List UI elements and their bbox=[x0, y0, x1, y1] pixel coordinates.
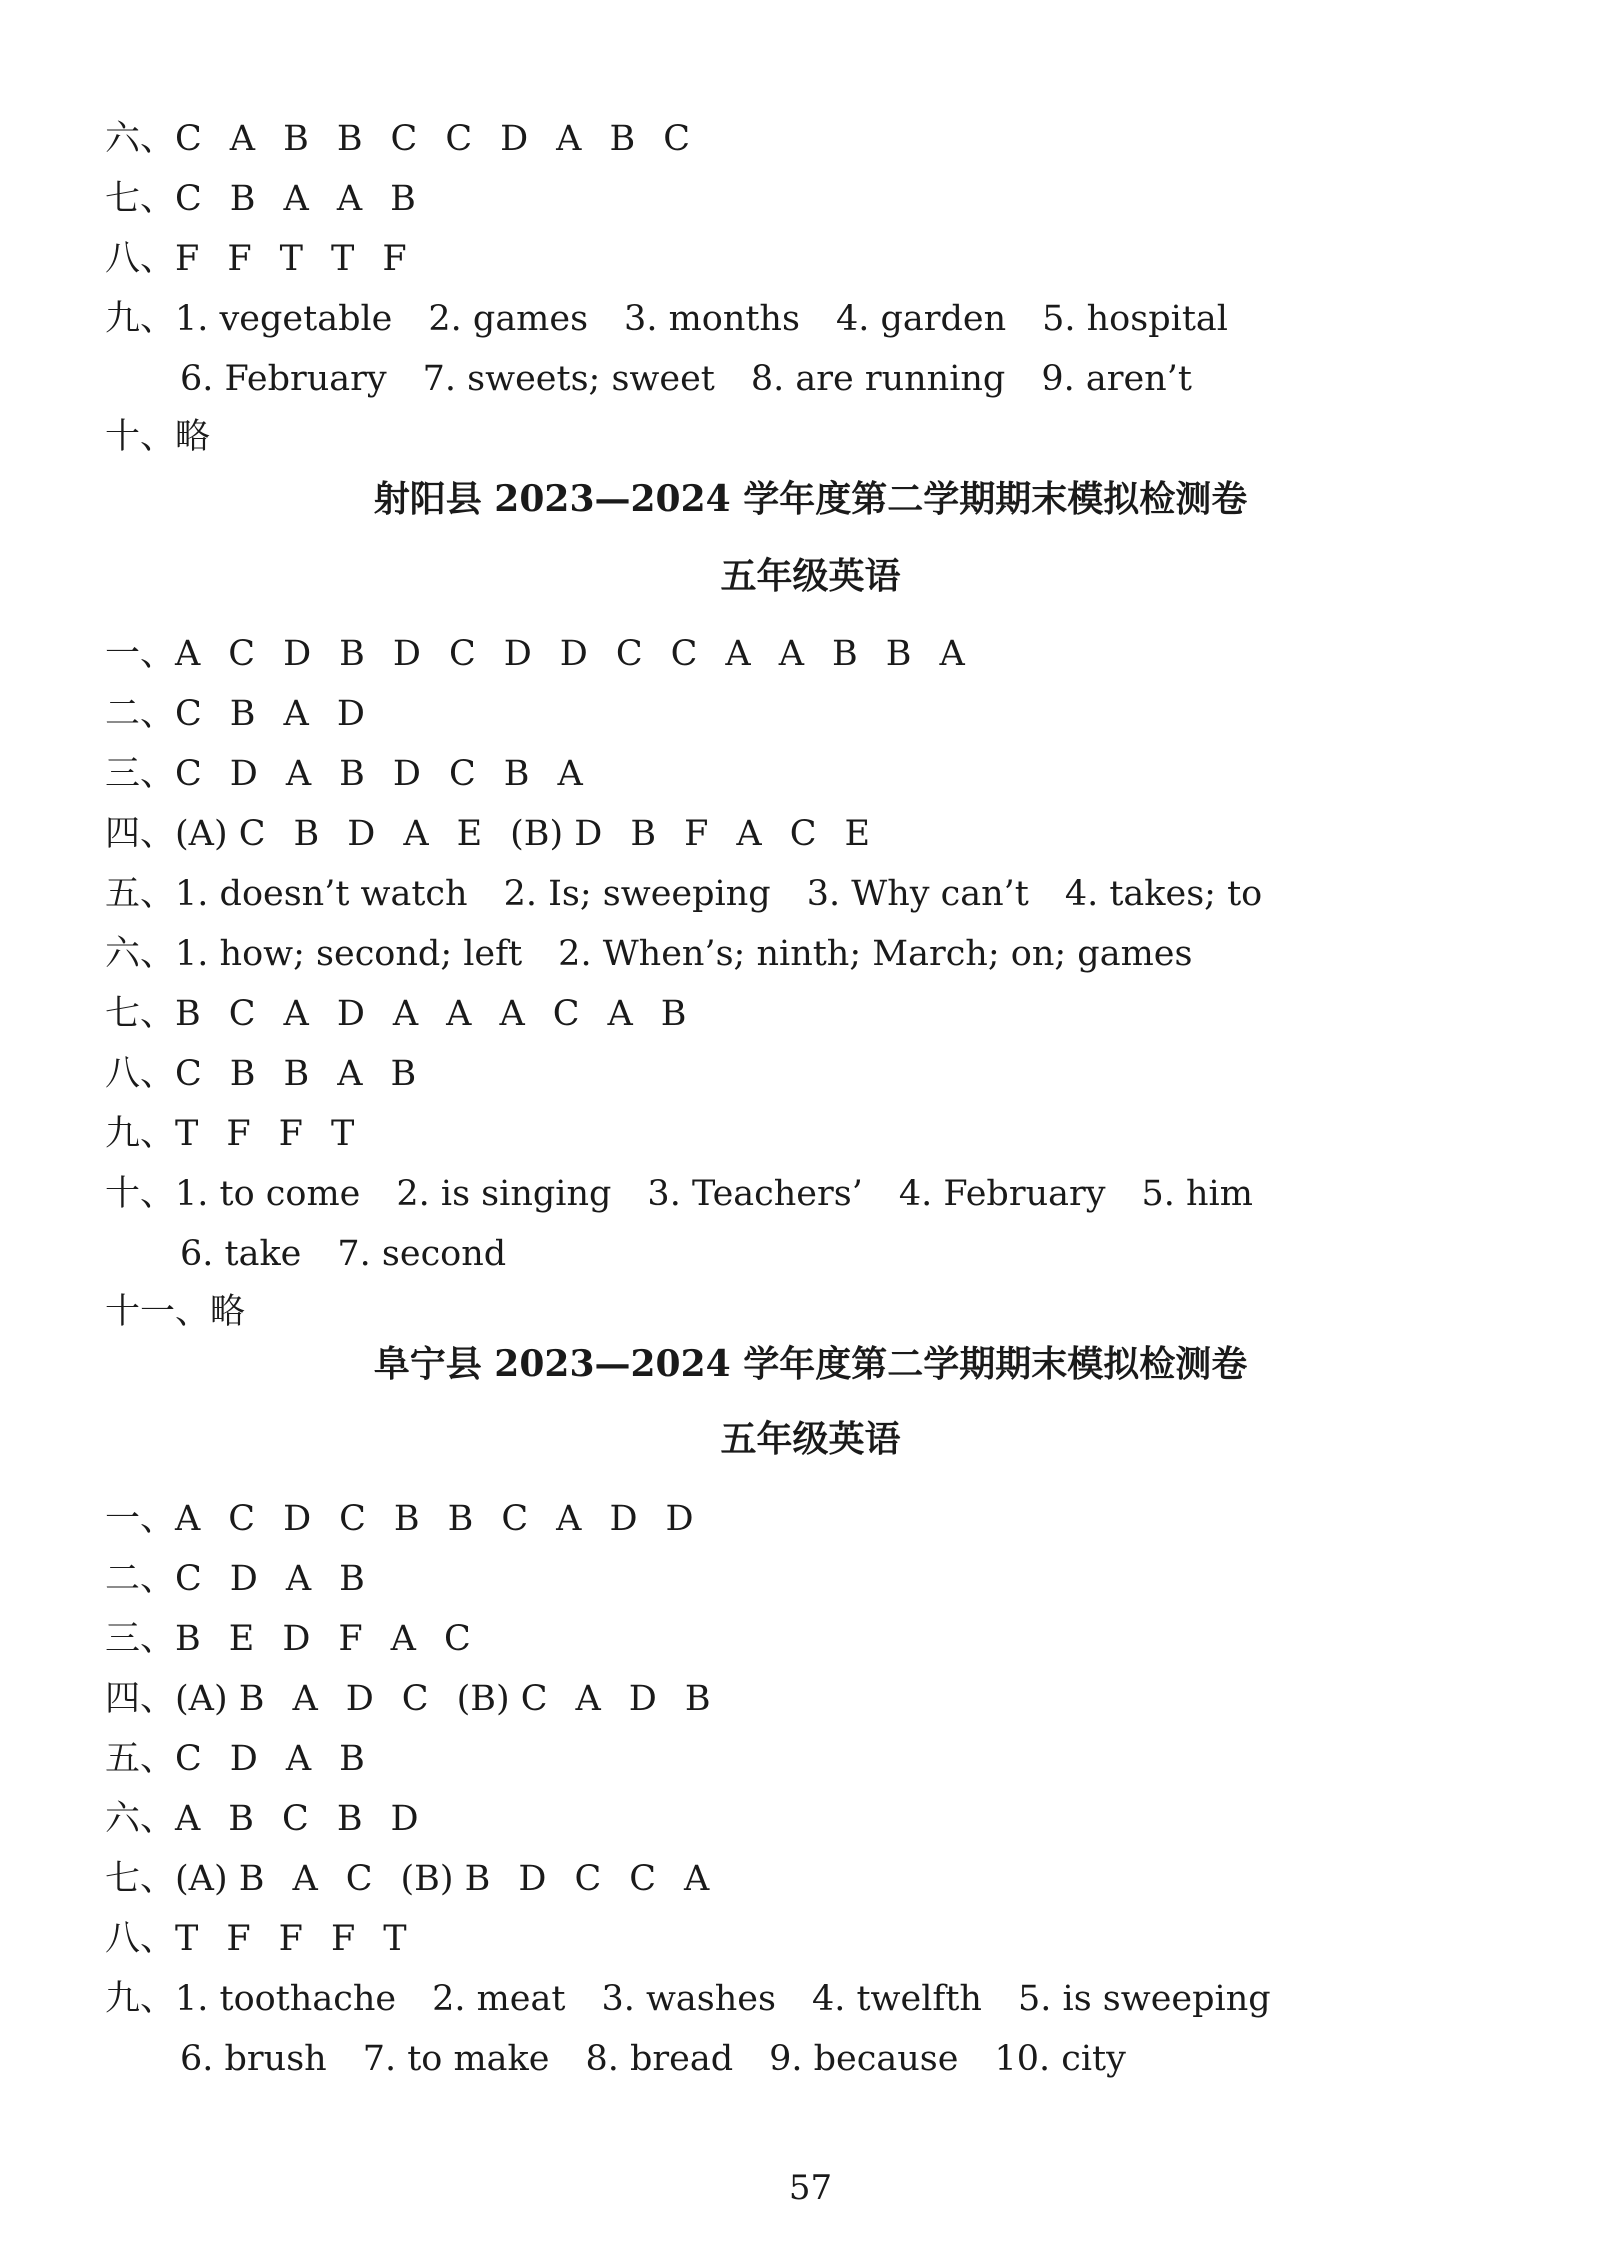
answer-item: F bbox=[684, 814, 709, 854]
answer-item: 2. When’s; ninth; March; on; games bbox=[558, 934, 1193, 974]
answer-item: F bbox=[382, 239, 407, 279]
answer-item: (B) C bbox=[456, 1679, 548, 1719]
answer-item: 8. bread bbox=[585, 2039, 734, 2079]
answer-item: D bbox=[229, 1559, 258, 1599]
answer-item: D bbox=[283, 634, 312, 674]
question-number: 十一、 bbox=[105, 1292, 211, 1332]
question-number: 二、 bbox=[105, 694, 176, 734]
question-number: 九、 bbox=[105, 1114, 176, 1154]
answer-item: D bbox=[609, 1499, 638, 1539]
answer-item: C bbox=[390, 119, 418, 159]
question-number: 八、 bbox=[105, 239, 176, 279]
answer-item: A bbox=[499, 994, 525, 1034]
answer-item: F bbox=[278, 1114, 303, 1154]
question-number: 七、 bbox=[105, 994, 176, 1034]
answer-item: 1. doesn’t watch bbox=[175, 874, 468, 914]
answer-item: A bbox=[725, 634, 751, 674]
answer-item: D bbox=[282, 1619, 311, 1659]
answer-item: 3. Teachers’ bbox=[647, 1174, 863, 1214]
answer-item: A bbox=[778, 634, 804, 674]
answer-item: B bbox=[229, 1054, 256, 1094]
question-number: 三、 bbox=[105, 1619, 176, 1659]
answer-item: C bbox=[339, 1499, 366, 1539]
answer-item: D bbox=[559, 634, 588, 674]
answer-item: (A) C bbox=[175, 814, 266, 854]
answer-item: 2. meat bbox=[432, 1979, 566, 2019]
answer-item: A bbox=[283, 694, 309, 734]
answer-item: 3. washes bbox=[601, 1979, 776, 2019]
answer-item: (B) D bbox=[510, 814, 603, 854]
answer-item: A bbox=[939, 634, 965, 674]
answer-item: T bbox=[330, 1114, 355, 1154]
answer-item: A bbox=[403, 814, 429, 854]
answer-item: B bbox=[609, 119, 636, 159]
answer-line bbox=[105, 235, 435, 283]
answer-item: B bbox=[229, 179, 256, 219]
answer-item: 略 bbox=[175, 417, 211, 457]
answer-item: D bbox=[229, 1739, 258, 1779]
answer-item: A bbox=[557, 754, 583, 794]
question-number: 五、 bbox=[105, 1739, 176, 1779]
answer-item: A bbox=[575, 1679, 601, 1719]
answer-item: D bbox=[392, 754, 421, 794]
answer-line bbox=[105, 870, 1298, 918]
answer-line bbox=[105, 1555, 393, 1603]
answer-item: C bbox=[663, 119, 690, 159]
answer-item: B bbox=[339, 754, 365, 794]
answer-line bbox=[105, 1795, 447, 1843]
answer-item: C bbox=[345, 1859, 373, 1899]
answer-item: B bbox=[175, 1619, 201, 1659]
answer-line bbox=[105, 630, 993, 678]
page-number: 57 bbox=[788, 2168, 833, 2208]
answer-item: 4. twelfth bbox=[811, 1979, 982, 2019]
answer-line bbox=[180, 2035, 1162, 2083]
answer-item: B bbox=[283, 1054, 310, 1094]
answer-line bbox=[105, 1288, 273, 1336]
answer-item: C bbox=[615, 634, 643, 674]
answer-item: 7. sweets; sweet bbox=[422, 359, 715, 399]
answer-item: B bbox=[336, 119, 363, 159]
answer-item: A bbox=[175, 1499, 201, 1539]
question-number: 五、 bbox=[105, 874, 176, 914]
answer-item: E bbox=[456, 814, 483, 854]
answer-item: D bbox=[390, 1799, 419, 1839]
answer-item: F bbox=[338, 1619, 363, 1659]
answer-item: D bbox=[500, 119, 529, 159]
answer-item: C bbox=[789, 814, 817, 854]
answer-line bbox=[105, 810, 898, 858]
answer-item: A bbox=[607, 994, 633, 1034]
answer-item: 9. because bbox=[769, 2039, 959, 2079]
question-number: 七、 bbox=[105, 179, 176, 219]
answer-item: F bbox=[227, 239, 252, 279]
question-number: 六、 bbox=[105, 934, 176, 974]
section-title: 阜宁县 2023—2024 学年度第二学期期末模拟检测卷 bbox=[373, 1343, 1248, 1385]
answer-item: 6. take bbox=[180, 1234, 302, 1274]
answer-line bbox=[105, 1495, 722, 1543]
answer-item: B bbox=[339, 1739, 365, 1779]
answer-line bbox=[105, 750, 611, 798]
answer-item: 4. February bbox=[898, 1174, 1106, 1214]
answer-item: C bbox=[401, 1679, 429, 1719]
question-number: 四、 bbox=[105, 1679, 176, 1719]
answer-item: T bbox=[383, 1919, 407, 1959]
answer-item: A bbox=[283, 179, 309, 219]
answer-item: C bbox=[175, 1739, 202, 1779]
answer-line bbox=[105, 413, 238, 461]
answer-line bbox=[105, 1675, 739, 1723]
answer-item: B bbox=[339, 634, 365, 674]
answer-item: 4. takes; to bbox=[1064, 874, 1263, 914]
answer-item: E bbox=[844, 814, 871, 854]
answer-line bbox=[105, 1110, 382, 1158]
answer-line bbox=[105, 115, 718, 163]
answer-item: D bbox=[665, 1499, 694, 1539]
answer-item: T bbox=[330, 239, 355, 279]
answer-item: A bbox=[736, 814, 762, 854]
answer-item: B bbox=[630, 814, 657, 854]
answer-item: 5. hospital bbox=[1042, 299, 1228, 339]
answer-item: 10. city bbox=[994, 2039, 1126, 2079]
answer-item: C bbox=[228, 1499, 256, 1539]
answer-item: B bbox=[336, 1799, 363, 1839]
answer-item: C bbox=[175, 1559, 202, 1599]
answer-line bbox=[105, 295, 1264, 343]
answer-item: B bbox=[175, 994, 201, 1034]
answer-item: A bbox=[175, 634, 201, 674]
answer-line bbox=[105, 1615, 499, 1663]
question-number: 三、 bbox=[105, 754, 176, 794]
answer-item: A bbox=[175, 1799, 201, 1839]
question-number: 四、 bbox=[105, 814, 176, 854]
answer-item: 3. months bbox=[624, 299, 800, 339]
answer-line bbox=[105, 175, 444, 223]
answer-item: C bbox=[175, 694, 202, 734]
answer-item: C bbox=[670, 634, 698, 674]
answer-item: F bbox=[175, 239, 200, 279]
answer-item: 2. games bbox=[428, 299, 589, 339]
answer-item: 1. to come bbox=[175, 1174, 361, 1214]
answer-item: C bbox=[175, 754, 202, 794]
answer-item: C bbox=[175, 119, 202, 159]
answer-item: C bbox=[445, 119, 473, 159]
answer-item: T bbox=[279, 239, 303, 279]
answer-item: 1. vegetable bbox=[175, 299, 393, 339]
answer-item: 7. second bbox=[337, 1234, 507, 1274]
answer-item: C bbox=[629, 1859, 657, 1899]
answer-item: B bbox=[393, 1499, 420, 1539]
answer-item: 2. Is; sweeping bbox=[503, 874, 771, 914]
question-number: 六、 bbox=[105, 119, 176, 159]
answer-item: T bbox=[175, 1114, 199, 1154]
question-number: 九、 bbox=[105, 299, 176, 339]
answer-line bbox=[105, 1975, 1307, 2023]
answer-line bbox=[180, 1230, 542, 1278]
answer-item: E bbox=[228, 1619, 255, 1659]
answer-item: B bbox=[885, 634, 912, 674]
answer-line bbox=[105, 1915, 435, 1963]
answer-item: B bbox=[660, 994, 687, 1034]
answer-item: B bbox=[684, 1679, 711, 1719]
answer-line bbox=[105, 990, 715, 1038]
answer-line bbox=[105, 690, 393, 738]
answer-item: D bbox=[518, 1859, 547, 1899]
answer-item: 3. Why can’t bbox=[806, 874, 1029, 914]
answer-item: B bbox=[293, 814, 320, 854]
answer-item: C bbox=[175, 179, 202, 219]
answer-item: A bbox=[285, 1559, 312, 1599]
answer-item: C bbox=[448, 754, 476, 794]
answer-item: F bbox=[278, 1919, 303, 1959]
answer-line bbox=[105, 1050, 444, 1098]
answer-item: D bbox=[229, 754, 258, 794]
answer-item: (B) B bbox=[400, 1859, 491, 1899]
answer-item: F bbox=[226, 1114, 251, 1154]
answer-item: F bbox=[330, 1919, 356, 1959]
section-title: 射阳县 2023—2024 学年度第二学期期末模拟检测卷 bbox=[373, 478, 1248, 520]
answer-item: C bbox=[443, 1619, 471, 1659]
answer-item: B bbox=[831, 634, 858, 674]
question-number: 七、 bbox=[105, 1859, 176, 1899]
answer-item: (A) B bbox=[175, 1859, 265, 1899]
answer-item: 略 bbox=[210, 1292, 246, 1332]
answer-item: D bbox=[336, 694, 365, 734]
answer-item: D bbox=[628, 1679, 657, 1719]
answer-item: 1. toothache bbox=[175, 1979, 397, 2019]
answer-item: A bbox=[336, 179, 363, 219]
answer-item: A bbox=[292, 1679, 318, 1719]
answer-item: 7. to make bbox=[362, 2039, 550, 2079]
question-number: 二、 bbox=[105, 1559, 176, 1599]
answer-item: D bbox=[347, 814, 376, 854]
answer-line bbox=[105, 1170, 1289, 1218]
section-subtitle: 五年级英语 bbox=[720, 555, 901, 597]
question-number: 一、 bbox=[105, 634, 176, 674]
answer-item: 6. brush bbox=[180, 2039, 327, 2079]
question-number: 八、 bbox=[105, 1054, 176, 1094]
answer-item: C bbox=[448, 634, 476, 674]
answer-item: C bbox=[282, 1799, 309, 1839]
answer-item: C bbox=[228, 634, 256, 674]
answer-item: C bbox=[175, 1054, 202, 1094]
answer-item: 4. garden bbox=[835, 299, 1007, 339]
answer-item: 2. is singing bbox=[396, 1174, 612, 1214]
answer-line bbox=[105, 1735, 393, 1783]
answer-item: C bbox=[228, 994, 256, 1034]
answer-item: A bbox=[337, 1054, 363, 1094]
question-number: 六、 bbox=[105, 1799, 176, 1839]
answer-item: A bbox=[446, 994, 472, 1034]
answer-item: 8. are running bbox=[750, 359, 1006, 399]
answer-item: B bbox=[228, 1799, 255, 1839]
answer-item: C bbox=[574, 1859, 602, 1899]
answer-item: B bbox=[283, 119, 309, 159]
answer-item: C bbox=[552, 994, 580, 1034]
answer-item: T bbox=[175, 1919, 199, 1959]
answer-item: C bbox=[501, 1499, 529, 1539]
answer-item: A bbox=[229, 119, 256, 159]
answer-item: 1. how; second; left bbox=[175, 934, 523, 974]
answer-item: D bbox=[345, 1679, 374, 1719]
answer-item: A bbox=[556, 119, 582, 159]
answer-item: 5. is sweeping bbox=[1017, 1979, 1271, 2019]
answer-item: A bbox=[285, 754, 312, 794]
answer-line bbox=[105, 930, 1228, 978]
question-number: 十、 bbox=[105, 1174, 176, 1214]
answer-item: A bbox=[392, 994, 419, 1034]
answer-line bbox=[180, 355, 1228, 403]
answer-item: A bbox=[556, 1499, 582, 1539]
answer-item: (A) B bbox=[175, 1679, 265, 1719]
answer-item: A bbox=[292, 1859, 318, 1899]
answer-line bbox=[105, 1855, 737, 1903]
answer-item: B bbox=[390, 1054, 417, 1094]
section-subtitle: 五年级英语 bbox=[720, 1418, 901, 1460]
answer-item: A bbox=[390, 1619, 416, 1659]
answer-item: D bbox=[336, 994, 365, 1034]
answer-item: B bbox=[339, 1559, 365, 1599]
answer-item: A bbox=[283, 994, 309, 1034]
answer-item: B bbox=[229, 694, 256, 734]
answer-item: D bbox=[503, 634, 532, 674]
answer-item: A bbox=[684, 1859, 710, 1899]
answer-item: F bbox=[226, 1919, 251, 1959]
question-number: 十、 bbox=[105, 417, 176, 457]
answer-item: B bbox=[390, 179, 416, 219]
answer-item: D bbox=[283, 1499, 312, 1539]
question-number: 八、 bbox=[105, 1919, 176, 1959]
answer-item: 9. aren’t bbox=[1041, 359, 1192, 399]
answer-item: D bbox=[392, 634, 421, 674]
answer-item: 5. him bbox=[1141, 1174, 1253, 1214]
answer-item: A bbox=[285, 1739, 312, 1779]
question-number: 一、 bbox=[105, 1499, 176, 1539]
question-number: 九、 bbox=[105, 1979, 176, 2019]
answer-item: B bbox=[503, 754, 530, 794]
answer-item: B bbox=[447, 1499, 474, 1539]
answer-item: 6. February bbox=[180, 359, 387, 399]
